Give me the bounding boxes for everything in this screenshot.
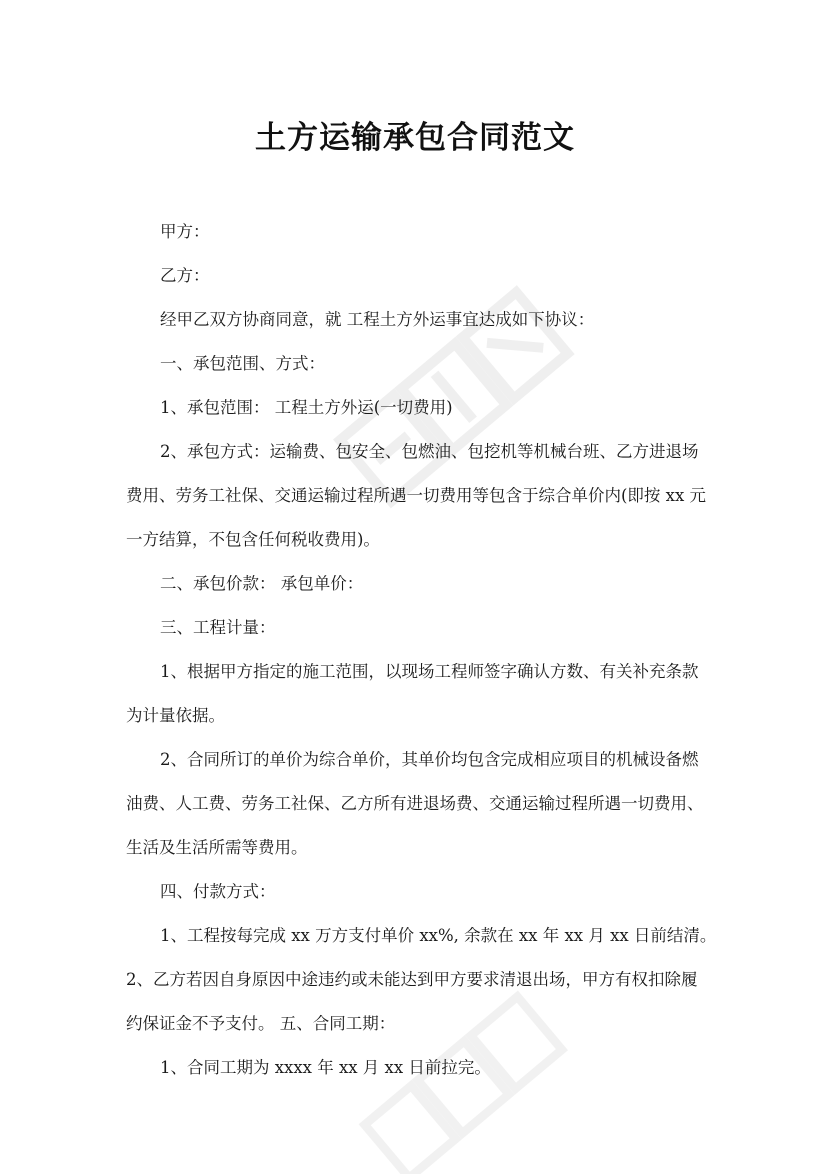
section-heading-price: 二、承包价款： 承包单价： (160, 574, 364, 593)
clause-measurement-1-line-2: 为计量依据。 (126, 706, 225, 725)
clause-method-line-3: 一方结算，不包含任何税收费用)。 (126, 530, 380, 549)
party-b-line: 乙方： (160, 266, 210, 285)
section-heading-measurement: 三、工程计量： (160, 618, 276, 637)
document-title: 土方运输承包合同范文 (255, 120, 575, 156)
clause-scope: 1、承包范围： 工程土方外运(一切费用) (160, 398, 453, 417)
clause-measurement-1-line-1: 1、根据甲方指定的施工范围，以现场工程师签字确认方数、有关补充条款 (160, 662, 699, 681)
clause-measurement-2-line-2: 油费、人工费、劳务工社保、乙方所有进退场费、交通运输过程所遇一切费用、 (126, 794, 704, 813)
party-a-line: 甲方： (160, 222, 210, 241)
clause-payment-2-line-1: 2、乙方若因自身原因中途违约或未能达到甲方要求清退出场，甲方有权扣除履 (126, 970, 698, 989)
clause-method-line-1: 2、承包方式：运输费、包安全、包燃油、包挖机等机械台班、乙方进退场 (160, 442, 699, 461)
clause-method-line-2: 费用、劳务工社保、交通运输过程所遇一切费用等包含于综合单价内(即按 xx 元 (126, 486, 707, 505)
clause-measurement-2-line-1: 2、合同所订的单价为综合单价，其单价均包含完成相应项目的机械设备燃 (160, 750, 699, 769)
agreement-intro: 经甲乙双方协商同意，就 工程土方外运事宜达成如下协议： (160, 310, 595, 329)
section-heading-scope: 一、承包范围、方式： (160, 354, 325, 373)
section-heading-payment: 四、付款方式： (160, 882, 276, 901)
clause-period-1: 1、合同工期为 xxxx 年 xx 月 xx 日前拉完。 (160, 1058, 491, 1077)
clause-payment-1: 1、工程按每完成 xx 万方支付单价 xx%, 余款在 xx 年 xx 月 xx 日前结清。 (160, 926, 717, 945)
clause-payment-2-line-2: 约保证金不予支付。 五、合同工期： (126, 1014, 396, 1033)
clause-measurement-2-line-3: 生活及生活所需等费用。 (126, 838, 308, 857)
